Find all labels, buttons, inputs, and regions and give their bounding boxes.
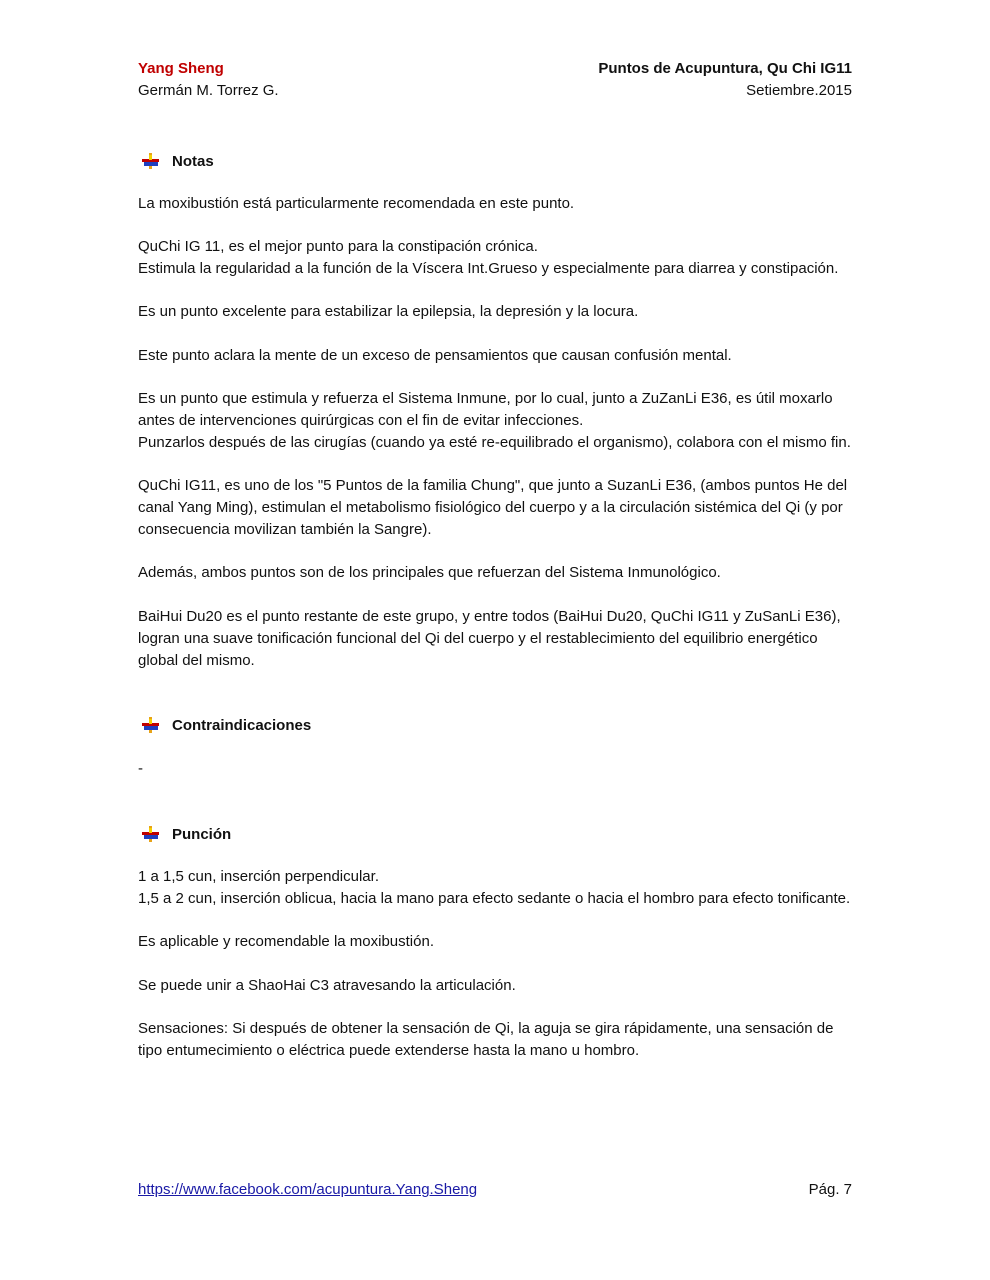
heading-text: Notas [172, 152, 214, 170]
heading-text: Punción [172, 825, 232, 843]
paragraph: BaiHui Du20 es el punto restante de este grupo, y entre todos (BaiHui Du20, QuChi IG11 y ZuSanLi E36), logran una suave tonificación funcional del Qi del cuerpo y el restablecimiento del equilibrio energético global del mismo. [138, 608, 841, 669]
facebook-link[interactable]: https://www.facebook.com/acupuntura.Yang.Sheng [138, 1181, 478, 1198]
paragraph: Sensaciones: Si después de obtener la sensación de Qi, la aguja se gira rápidamente, una sensación de tipo entumecimiento o eléctrica puede extenderse hasta la mano u hombro. [138, 1020, 834, 1059]
paragraph: Es un punto excelente para estabilizar la epilepsia, la depresión y la locura. [138, 303, 639, 320]
paragraph: Estimula la regularidad a la función de la Víscera Int.Grueso y especialmente para diarrea y constipación. [138, 260, 839, 277]
header-row-1 [138, 58, 852, 80]
paragraph: 1,5 a 2 cun, inserción oblicua, hacia la mano para efecto sedante o hacia el hombro para efecto tonificante. [138, 890, 851, 907]
paragraph: 1 a 1,5 cun, inserción perpendicular. [138, 868, 379, 885]
paragraph: Es un punto que estimula y refuerza el Sistema Inmune, por lo cual, junto a ZuZanLi E36, es útil moxarlo antes de intervenciones quirúrgicas con el fin de evitar infecciones. [138, 390, 833, 429]
section-heading [138, 150, 852, 172]
bullet-icon [142, 717, 160, 733]
paragraph: La moxibustión está particularmente recomendada en este punto. [138, 195, 575, 212]
header-row-2 [138, 80, 852, 102]
paragraph: Es aplicable y recomendable la moxibustión. [138, 933, 434, 950]
paragraph: Se puede unir a ShaoHai C3 atravesando la articulación. [138, 977, 516, 994]
section-contraindicaciones [138, 714, 852, 780]
paragraph: Punzarlos después de las cirugías (cuando ya esté re-equilibrado el organismo), colabora con el mismo fin. [138, 434, 851, 451]
section-heading [138, 823, 852, 845]
paragraph: QuChi IG 11, es el mejor punto para la constipación crónica. [138, 238, 538, 255]
page [138, 58, 852, 1062]
section-heading [138, 714, 852, 736]
bullet-icon [142, 826, 160, 842]
section-puncion [138, 823, 852, 1062]
section-notas [138, 150, 852, 672]
paragraph: QuChi IG11, es uno de los "5 Puntos de la familia Chung", que junto a SuzanLi E36, (ambos puntos He del canal Yang Ming), estimulan el metabolismo fisiológico del cuerpo y a la circulación sistémica del Qi (y por consecuencia movilizan también la Sangre). [138, 477, 848, 538]
date: Setiembre.2015 [746, 82, 852, 99]
document-title: Puntos de Acupuntura, Qu Chi IG11 [598, 60, 852, 77]
page-number: Pág. 7 [808, 1181, 852, 1198]
paragraph: - [138, 760, 143, 777]
author: Germán M. Torrez G. [138, 82, 279, 99]
heading-text: Contraindicaciones [172, 716, 312, 734]
brand-name: Yang Sheng [138, 60, 224, 77]
paragraph: Además, ambos puntos son de los principales que refuerzan del Sistema Inmunológico. [138, 564, 721, 581]
paragraph: Este punto aclara la mente de un exceso de pensamientos que causan confusión mental. [138, 347, 732, 364]
footer [138, 1179, 852, 1201]
bullet-icon [142, 153, 160, 169]
